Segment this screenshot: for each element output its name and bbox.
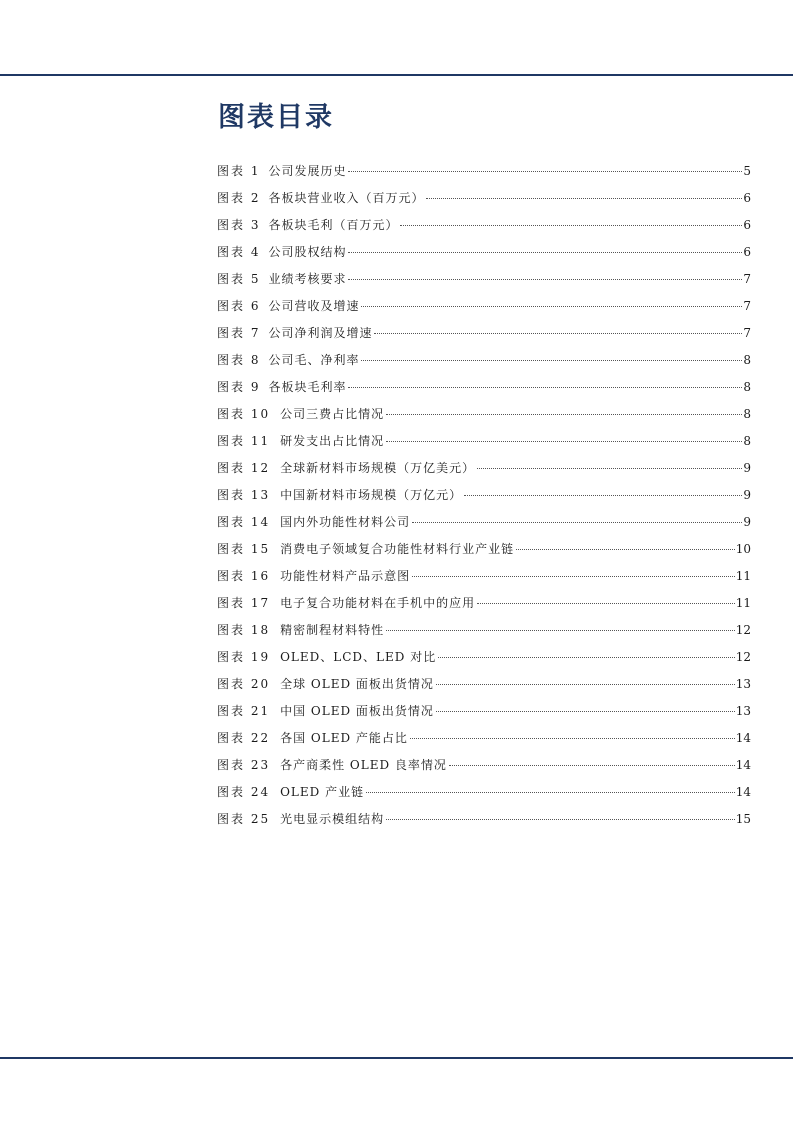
toc-entry[interactable]: [217, 509, 751, 536]
toc-entry[interactable]: [217, 671, 751, 698]
toc-entry-page: 8: [743, 407, 751, 421]
toc-entry[interactable]: [217, 212, 751, 239]
toc-entry[interactable]: [217, 320, 751, 347]
toc-entry-page: 12: [735, 650, 751, 664]
toc-entry-label: 图表 6: [217, 299, 261, 313]
toc-entry[interactable]: [217, 158, 751, 185]
toc-entry-label: 图表 17: [217, 596, 271, 610]
toc-entry-leader: [348, 171, 742, 172]
toc-entry-page: 7: [743, 299, 751, 313]
toc-entry-text: 研发支出占比情况: [280, 434, 385, 448]
toc-entry-leader: [449, 765, 735, 766]
toc-entry-label: 图表 15: [217, 542, 271, 556]
toc-entry[interactable]: [217, 806, 751, 833]
toc-entry-page: 7: [743, 272, 751, 286]
toc-entry-leader: [436, 684, 735, 685]
toc-entry-label: 图表 4: [217, 245, 261, 259]
toc-entry-text: 精密制程材料特性: [280, 623, 385, 637]
toc-entry-label: 图表 21: [217, 704, 271, 718]
toc-entry[interactable]: [217, 266, 751, 293]
toc-entry-page: 12: [735, 623, 751, 637]
toc-entry-text: OLED 产业链: [280, 785, 365, 799]
toc-entry-label: 图表 16: [217, 569, 271, 583]
toc-entry[interactable]: [217, 401, 751, 428]
toc-entry-label: 图表 1: [217, 164, 261, 178]
toc-entry[interactable]: [217, 482, 751, 509]
toc-entry-text: 中国新材料市场规模（万亿元）: [280, 488, 463, 502]
toc-entry-page: 11: [735, 569, 751, 583]
toc-entry-label: 图表 22: [217, 731, 271, 745]
toc-entry-leader: [412, 522, 742, 523]
toc-entry-text: 消费电子领域复合功能性材料行业产业链: [280, 542, 515, 556]
toc-entry-leader: [348, 252, 742, 253]
toc-entry-page: 6: [743, 218, 751, 232]
toc-entry-leader: [464, 495, 742, 496]
toc-entry-leader: [438, 657, 735, 658]
toc-entry-label: 图表 10: [217, 407, 271, 421]
toc-entry-page: 8: [743, 380, 751, 394]
toc-entry-leader: [361, 360, 742, 361]
toc-entry-label: 图表 20: [217, 677, 271, 691]
toc-entry-text: 公司发展历史: [268, 164, 347, 178]
toc-entry-text: 公司股权结构: [268, 245, 347, 259]
header-rule: [0, 74, 793, 76]
toc-entry-page: 6: [743, 191, 751, 205]
toc-entry-text: 电子复合功能材料在手机中的应用: [280, 596, 476, 610]
toc-entry[interactable]: [217, 239, 751, 266]
toc-entry-page: 9: [743, 515, 751, 529]
toc-entry[interactable]: [217, 752, 751, 779]
toc-entry-label: 图表 14: [217, 515, 271, 529]
toc-entry-label: 图表 7: [217, 326, 261, 340]
toc-entry-text: 公司营收及增速: [268, 299, 360, 313]
toc-entry-leader: [366, 792, 735, 793]
toc-entry-label: 图表 23: [217, 758, 271, 772]
toc-entry[interactable]: [217, 644, 751, 671]
toc-entry[interactable]: [217, 347, 751, 374]
toc-entry-page: 6: [743, 245, 751, 259]
toc-entry-text: 全球新材料市场规模（万亿美元）: [280, 461, 476, 475]
toc-entry-leader: [386, 441, 742, 442]
toc-entry-page: 10: [735, 542, 751, 556]
toc-list: [217, 158, 751, 833]
toc-entry-text: 各产商柔性 OLED 良率情况: [280, 758, 447, 772]
toc-entry[interactable]: [217, 590, 751, 617]
toc-entry-label: 图表 25: [217, 812, 271, 826]
toc-entry[interactable]: [217, 698, 751, 725]
toc-entry-text: 功能性材料产品示意图: [280, 569, 411, 583]
toc-entry-leader: [386, 630, 735, 631]
toc-entry-label: 图表 3: [217, 218, 261, 232]
toc-entry-label: 图表 13: [217, 488, 271, 502]
toc-entry-label: 图表 12: [217, 461, 271, 475]
toc-entry-leader: [410, 738, 735, 739]
toc-entry-leader: [412, 576, 735, 577]
toc-entry-text: 各板块营业收入（百万元）: [268, 191, 425, 205]
toc-entry-label: 图表 18: [217, 623, 271, 637]
toc-entry-text: 光电显示模组结构: [280, 812, 385, 826]
toc-entry-label: 图表 9: [217, 380, 261, 394]
toc-entry-page: 14: [735, 785, 751, 799]
toc-entry-leader: [374, 333, 742, 334]
toc-entry-leader: [516, 549, 735, 550]
toc-entry[interactable]: [217, 185, 751, 212]
toc-entry[interactable]: [217, 617, 751, 644]
toc-title: 图表目录: [218, 102, 334, 133]
toc-entry-leader: [386, 414, 742, 415]
toc-entry-page: 14: [735, 731, 751, 745]
toc-entry-leader: [361, 306, 742, 307]
toc-entry-leader: [386, 819, 735, 820]
toc-entry[interactable]: [217, 455, 751, 482]
toc-entry-page: 8: [743, 353, 751, 367]
toc-entry-text: 公司净利润及增速: [268, 326, 373, 340]
toc-entry[interactable]: [217, 293, 751, 320]
toc-entry-text: 公司毛、净利率: [268, 353, 360, 367]
toc-entry-label: 图表 5: [217, 272, 261, 286]
toc-entry[interactable]: [217, 725, 751, 752]
footer-rule: [0, 1057, 793, 1059]
toc-entry-page: 5: [743, 164, 751, 178]
toc-entry[interactable]: [217, 374, 751, 401]
toc-entry-leader: [400, 225, 742, 226]
toc-entry-text: OLED、LCD、LED 对比: [280, 650, 437, 664]
toc-entry-label: 图表 24: [217, 785, 271, 799]
toc-entry-text: 中国 OLED 面板出货情况: [280, 704, 434, 718]
toc-entry-text: 各国 OLED 产能占比: [280, 731, 408, 745]
toc-entry-page: 9: [743, 488, 751, 502]
toc-entry-text: 各板块毛利（百万元）: [268, 218, 399, 232]
toc-entry-text: 公司三费占比情况: [280, 407, 385, 421]
toc-entry-leader: [426, 198, 742, 199]
toc-entry-page: 13: [735, 704, 751, 718]
toc-entry-text: 国内外功能性材料公司: [280, 515, 411, 529]
toc-entry-leader: [477, 603, 735, 604]
toc-entry-page: 11: [735, 596, 751, 610]
toc-entry-page: 13: [735, 677, 751, 691]
toc-entry[interactable]: [217, 428, 751, 455]
toc-entry-leader: [348, 387, 742, 388]
toc-entry-page: 8: [743, 434, 751, 448]
toc-entry-leader: [477, 468, 742, 469]
toc-entry-text: 全球 OLED 面板出货情况: [280, 677, 434, 691]
toc-entry[interactable]: [217, 779, 751, 806]
toc-entry-page: 14: [735, 758, 751, 772]
toc-entry-leader: [348, 279, 742, 280]
toc-entry[interactable]: [217, 536, 751, 563]
toc-entry-label: 图表 11: [217, 434, 271, 448]
toc-entry-page: 15: [735, 812, 751, 826]
toc-entry-page: 9: [743, 461, 751, 475]
toc-entry-text: 业绩考核要求: [268, 272, 347, 286]
toc-entry-label: 图表 8: [217, 353, 261, 367]
toc-entry-page: 7: [743, 326, 751, 340]
toc-entry-label: 图表 2: [217, 191, 261, 205]
toc-entry[interactable]: [217, 563, 751, 590]
toc-entry-label: 图表 19: [217, 650, 271, 664]
toc-entry-leader: [436, 711, 735, 712]
toc-entry-text: 各板块毛利率: [268, 380, 347, 394]
